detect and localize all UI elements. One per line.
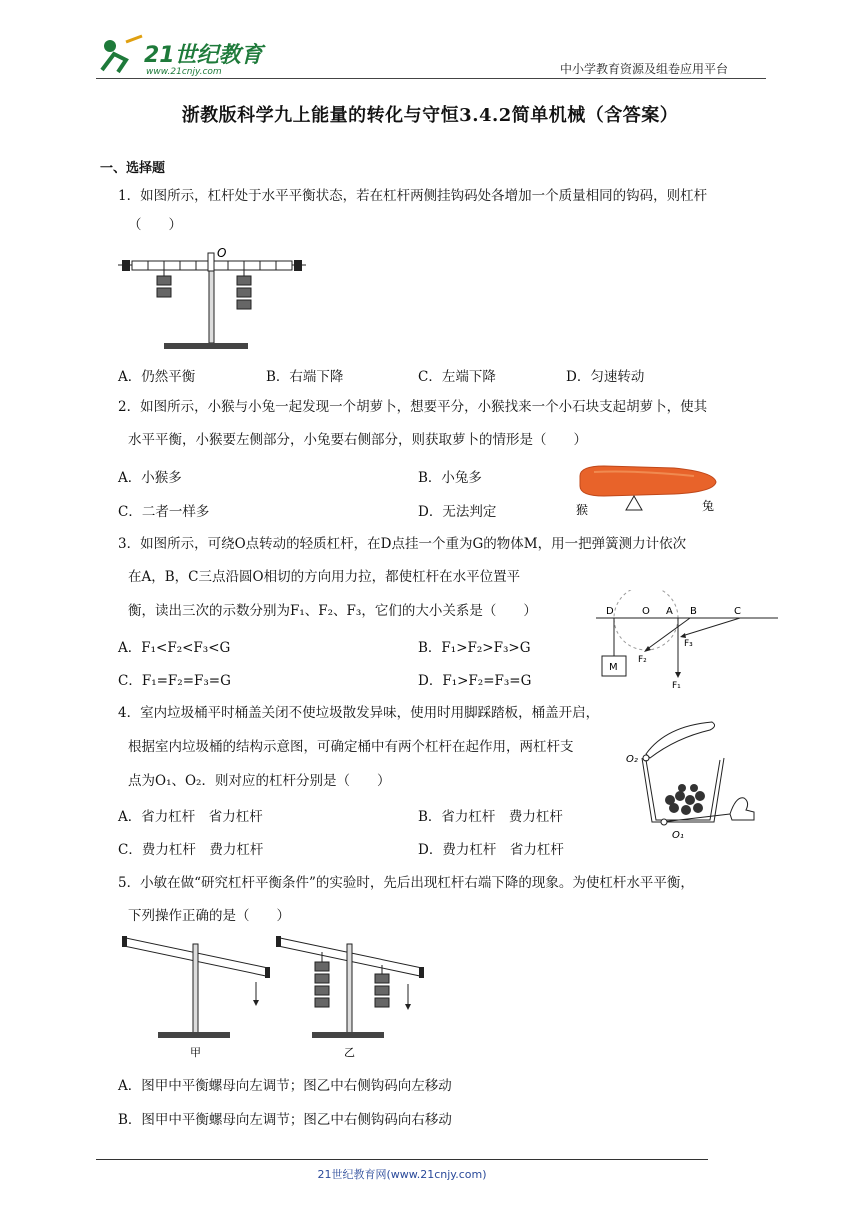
q1-option-d[interactable]: D．匀速转动 (566, 369, 645, 385)
q4-option-a[interactable]: A．省力杠杆 省力杠杆 (118, 809, 263, 825)
platform-name: 中小学教育资源及组卷应用平台 (560, 62, 729, 76)
q2-monkey-label: 猴 (576, 503, 589, 517)
q3-label-o: O (642, 606, 650, 617)
q3-text-line2: 在A，B，C三点沿圆O相切的方向用力拉，都使杠杆在水平位置平 (128, 569, 521, 585)
q3-option-c[interactable]: C．F₁=F₂=F₃=G (118, 673, 231, 689)
q3-text-line1: 3．如图所示，可绕O点转动的轻质杠杆，在D点挂一个重为G的物体M，用一把弹簧测力计依次 (118, 536, 687, 552)
q4-text-line2: 根据室内垃圾桶的结构示意图，可确定桶中有两个杠杆在起作用，两杠杆支 (128, 739, 574, 755)
q3-label-m: M (609, 662, 618, 673)
q4-trashcan-figure (626, 716, 766, 850)
q5-figure (118, 928, 438, 1064)
q1-option-b[interactable]: B．右端下降 (266, 369, 344, 385)
q4-text-line1: 4．室内垃圾桶平时桶盖关闭不使垃圾散发异味，使用时用脚踩踏板，桶盖开启， (118, 705, 600, 721)
q4-option-c[interactable]: C．费力杠杆 费力杠杆 (118, 842, 264, 858)
q4-label-o1: O₁ (672, 830, 684, 841)
q5-text-line2: 下列操作正确的是（ ） (128, 908, 290, 924)
q3-label-d: D (606, 606, 614, 617)
page-title: 浙教版科学九上能量的转化与守恒3.4.2简单机械（含答案） (181, 105, 679, 126)
q5-figure-b (276, 936, 424, 1059)
q1-figure (118, 245, 308, 359)
logo-url: www.21cnjy.com (146, 67, 222, 77)
q2-option-a[interactable]: A．小猴多 (118, 470, 182, 486)
q2-option-d[interactable]: D．无法判定 (418, 504, 497, 520)
q2-text-line2: 水平平衡，小猴要左侧部分，小兔要右侧部分，则获取萝卜的情形是（ ） (128, 432, 587, 448)
logo-figure-head (104, 40, 116, 52)
q4-text-line3: 点为O₁、O₂．则对应的杠杆分别是（ ） (128, 773, 391, 789)
footer-text[interactable]: 21世纪教育网(www.21cnjy.com) (317, 1168, 487, 1181)
q5-text-line1: 5．小敏在做“研究杠杆平衡条件”的实验时，先后出现杠杆右端下降的现象。为使杠杆水平平衡， (118, 875, 694, 891)
q5-label-a: 甲 (190, 1046, 201, 1059)
q3-label-a: A (666, 606, 673, 617)
q2-option-b[interactable]: B．小兔多 (418, 470, 482, 486)
header-divider (96, 78, 766, 79)
logo-text: 21世纪教育 (144, 43, 263, 68)
q3-option-d[interactable]: D．F₁>F₂=F₃=G (418, 673, 532, 689)
q1-option-c[interactable]: C．左端下降 (418, 369, 496, 385)
q3-label-f3: F₃ (684, 639, 693, 649)
q3-label-f2: F₂ (638, 655, 647, 665)
q1-fulcrum-label: O (217, 246, 227, 260)
q3-option-b[interactable]: B．F₁>F₂>F₃>G (418, 640, 531, 656)
q1-text-line1: 1．如图所示，杠杆处于水平平衡状态，若在杠杆两侧挂钩码处各增加一个质量相同的钩码，则杠杆 (118, 188, 708, 204)
q3-lever-figure (590, 590, 786, 698)
q3-text-line3: 衡，读出三次的示数分别为F₁、F₂、F₃，它们的大小关系是（ ） (128, 603, 537, 619)
q2-option-c[interactable]: C．二者一样多 (118, 504, 210, 520)
q5-option-b[interactable]: B．图甲中平衡螺母向左调节；图乙中右侧钩码向右移动 (118, 1112, 452, 1128)
q3-label-b: B (690, 606, 697, 617)
q3-label-f1: F₁ (672, 681, 681, 691)
q2-carrot-figure (574, 462, 724, 522)
logo-figure-body (102, 54, 126, 72)
q3-label-c: C (734, 606, 741, 617)
q4-option-d[interactable]: D．费力杠杆 省力杠杆 (418, 842, 564, 858)
q4-option-b[interactable]: B．省力杠杆 费力杠杆 (418, 809, 563, 825)
q2-text-line1: 2．如图所示，小猴与小兔一起发现一个胡萝卜，想要平分，小猴找来一个小石块支起胡萝卜，使其 (118, 399, 708, 415)
site-logo (96, 30, 266, 80)
q1-text-line2: （ ） (128, 217, 182, 233)
footer-divider (96, 1159, 708, 1160)
q1-option-a[interactable]: A．仍然平衡 (118, 369, 196, 385)
section-heading: 一、选择题 (100, 161, 166, 176)
q5-option-a[interactable]: A．图甲中平衡螺母向左调节；图乙中右侧钩码向左移动 (118, 1078, 452, 1094)
q5-figure-a (122, 936, 270, 1059)
q4-label-o2: O₂ (626, 754, 638, 765)
q3-option-a[interactable]: A．F₁<F₂<F₃<G (118, 640, 231, 656)
q5-label-b: 乙 (344, 1046, 355, 1059)
q2-rabbit-label: 兔 (702, 499, 715, 513)
